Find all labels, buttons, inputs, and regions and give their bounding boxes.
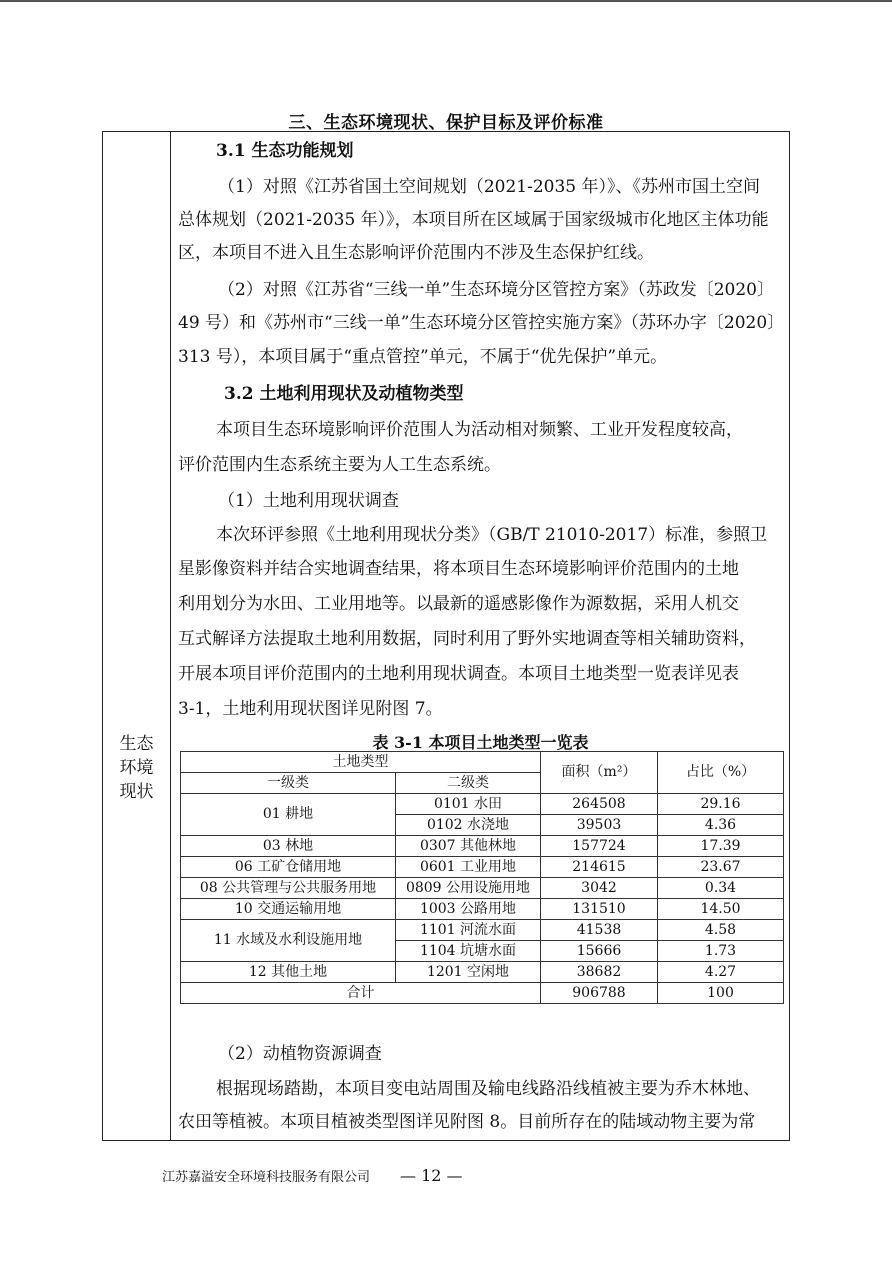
- heading-3-1: 3.1 生态功能规划: [216, 141, 354, 161]
- cell-area: 214615: [541, 857, 658, 878]
- paragraph-line: 本次环评参照《土地利用现状分类》（GB/T 21010-2017）标准，参照卫: [216, 525, 768, 545]
- paragraph-line: 3-1，土地利用现状图详见附图 7。: [178, 699, 443, 719]
- cell-ratio: 4.27: [658, 962, 784, 983]
- cell-ratio: 14.50: [658, 899, 784, 920]
- side-label-line: 现状: [119, 782, 154, 802]
- paragraph-line: 本项目生态环境影响评价范围人为活动相对频繁、工业开发程度较高，: [216, 420, 743, 440]
- cell-level2: 0307 其他林地: [396, 836, 541, 857]
- cell-area: 39503: [541, 815, 658, 836]
- subheading-flora-fauna: （2）动植物资源调查: [218, 1044, 382, 1064]
- cell-area: 3042: [541, 878, 658, 899]
- column-divider: [170, 132, 171, 1140]
- cell-level2: 0601 工业用地: [396, 857, 541, 878]
- table-header-row: [181, 752, 784, 773]
- footer-company: 江苏嘉溢安全环境科技服务有限公司: [162, 1170, 371, 1185]
- paragraph-line: （2）对照《江苏省“三线一单”生态环境分区管控方案》（苏政发〔2020〕: [218, 280, 774, 300]
- paragraph-line: 区，本项目不进入且生态影响评价范围内不涉及生态保护红线。: [178, 243, 654, 263]
- table-caption: 表 3-1 本项目土地类型一览表: [372, 733, 589, 752]
- cell-level2: 0102 水浇地: [396, 815, 541, 836]
- cell-level1: 10 交通运输用地: [181, 899, 396, 920]
- paragraph-line: 星影像资料并结合实地调查结果，将本项目生态环境影响评价范围内的土地: [178, 559, 739, 579]
- header-area: 面积（m²）: [541, 752, 658, 794]
- cell-level1: 12 其他土地: [181, 962, 396, 983]
- paragraph-line: （1）对照《江苏省国土空间规划（2021-2035 年）》、《苏州市国土空间: [218, 177, 760, 197]
- cell-ratio: 29.16: [658, 794, 784, 815]
- cell-area: 15666: [541, 941, 658, 962]
- paragraph-line: 313 号），本项目属于“重点管控”单元，不属于“优先保护”单元。: [178, 347, 668, 367]
- cell-level2: 0101 水田: [396, 794, 541, 815]
- top-rule: [0, 0, 892, 2]
- cell-level2: 1101 河流水面: [396, 920, 541, 941]
- cell-level1: 08 公共管理与公共服务用地: [181, 878, 396, 899]
- side-label-line: 环境: [119, 758, 154, 778]
- table-row: [181, 920, 784, 941]
- header-level1: 一级类: [181, 773, 396, 794]
- cell-level2: 1003 公路用地: [396, 899, 541, 920]
- cell-level1: 01 耕地: [181, 794, 396, 836]
- page-number: — 12 —: [400, 1166, 463, 1185]
- header-level2: 二级类: [396, 773, 541, 794]
- paragraph-line: 评价范围内生态系统主要为人工生态系统。: [178, 455, 501, 475]
- cell-area: 264508: [541, 794, 658, 815]
- section-title: 三、生态环境现状、保护目标及评价标准: [288, 113, 604, 133]
- total-area: 906788: [541, 983, 658, 1004]
- cell-level2: 0809 公用设施用地: [396, 878, 541, 899]
- total-ratio: 100: [658, 983, 784, 1004]
- cell-level2: 1201 空闲地: [396, 962, 541, 983]
- cell-area: 157724: [541, 836, 658, 857]
- side-label-line: 生态: [119, 734, 154, 754]
- cell-ratio: 23.67: [658, 857, 784, 878]
- table-row: [181, 857, 784, 878]
- table-total-row: [181, 983, 784, 1004]
- paragraph-line: 开展本项目评价范围内的土地利用现状调查。本项目土地类型一览表详见表: [178, 664, 739, 684]
- total-label: 合计: [181, 983, 541, 1004]
- cell-ratio: 4.36: [658, 815, 784, 836]
- heading-3-2: 3.2 土地利用现状及动植物类型: [224, 384, 464, 404]
- paragraph-line: 农田等植被。本项目植被类型图详见附图 8。目前所存在的陆域动物主要为常: [178, 1112, 756, 1132]
- header-ratio: 占比（%）: [658, 752, 784, 794]
- cell-ratio: 17.39: [658, 836, 784, 857]
- cell-ratio: 1.73: [658, 941, 784, 962]
- subheading-land-use: （1）土地利用现状调查: [218, 491, 399, 511]
- cell-level2: 1104 坑塘水面: [396, 941, 541, 962]
- paragraph-line: 互式解译方法提取土地利用数据，同时利用了野外实地调查等相关辅助资料，: [178, 629, 756, 649]
- cell-level1: 03 林地: [181, 836, 396, 857]
- side-label: [103, 732, 170, 804]
- cell-area: 41538: [541, 920, 658, 941]
- table-row: [181, 794, 784, 815]
- header-land-type: 土地类型: [181, 752, 541, 773]
- paragraph-line: 根据现场踏勘，本项目变电站周围及输电线路沿线植被主要为乔木林地、: [216, 1079, 760, 1099]
- land-type-table: [180, 751, 784, 1004]
- table-row: [181, 899, 784, 920]
- cell-area: 131510: [541, 899, 658, 920]
- paragraph-line: 49 号）和《苏州市“三线一单”生态环境分区管控实施方案》（苏环办字〔2020〕: [178, 313, 785, 333]
- cell-ratio: 0.34: [658, 878, 784, 899]
- cell-level1: 11 水域及水利设施用地: [181, 920, 396, 962]
- cell-ratio: 4.58: [658, 920, 784, 941]
- paragraph-line: 总体规划（2021-2035 年）》，本项目所在区域属于国家级城市化地区主体功能: [178, 210, 769, 230]
- table-row: [181, 878, 784, 899]
- table-row: [181, 962, 784, 983]
- cell-area: 38682: [541, 962, 658, 983]
- paragraph-line: 利用划分为水田、工业用地等。以最新的遥感影像作为源数据，采用人机交: [178, 594, 739, 614]
- cell-level1: 06 工矿仓储用地: [181, 857, 396, 878]
- table-row: [181, 836, 784, 857]
